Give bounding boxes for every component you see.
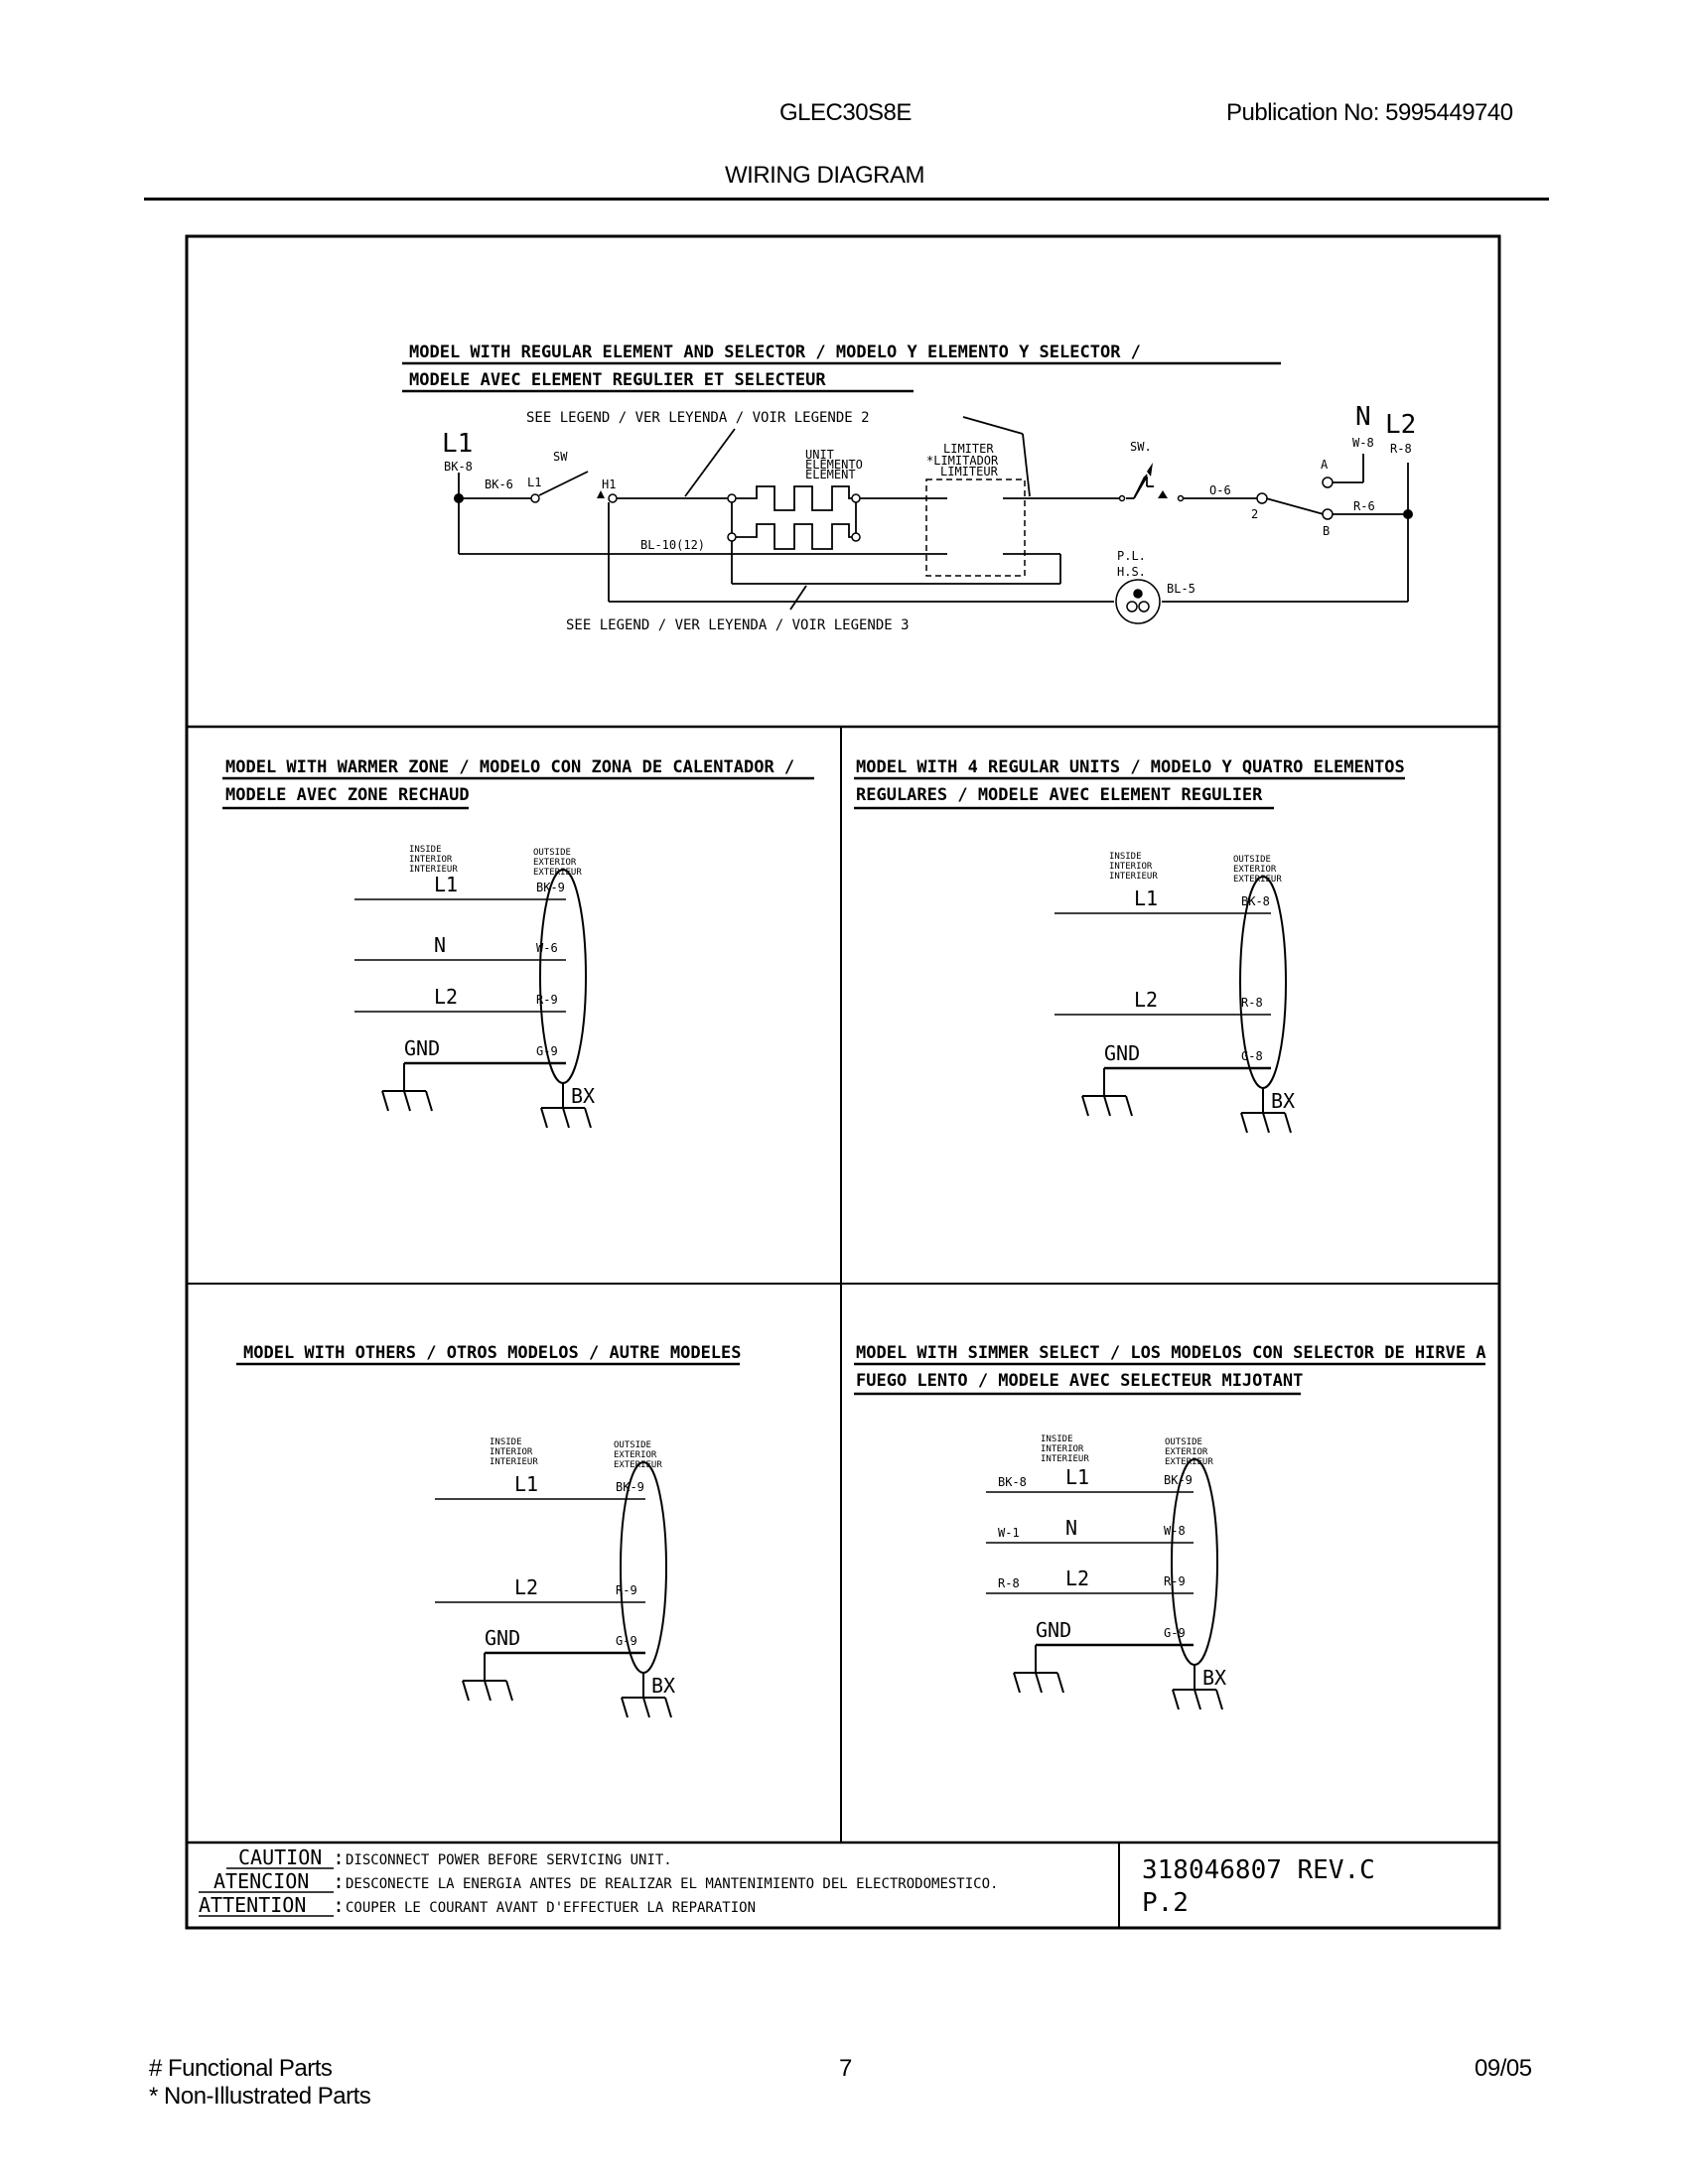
svg-text::: : — [333, 1893, 346, 1917]
publication-value: 5995449740 — [1385, 99, 1513, 126]
sw-l1-label: L1 — [527, 476, 542, 489]
chassis-ground-icon — [1173, 1690, 1222, 1709]
chassis-ground-icon — [541, 1108, 591, 1128]
document-revision: 318046807 REV.C — [1142, 1855, 1375, 1885]
panel-title-line1: MODEL WITH WARMER ZONE / MODELO CON ZONA DE CALENTADOR / — [225, 757, 795, 777]
inside-label: INTERIEUR — [409, 865, 458, 875]
limiter-box — [926, 479, 1025, 576]
gnd-label: GND — [485, 1626, 521, 1650]
wire-outside-code: R-9 — [1164, 1574, 1186, 1588]
contact-a-label: A — [1321, 458, 1329, 472]
gnd-wire-code: G-9 — [1164, 1626, 1186, 1640]
gnd-label: GND — [1104, 1041, 1141, 1065]
panel-warmer-zone — [222, 757, 814, 1128]
outside-label: EXTERIOR — [614, 1450, 657, 1460]
l2-terminal-label: L2 — [1385, 410, 1417, 440]
inside-label: INTERIEUR — [490, 1457, 538, 1467]
ground-symbol-icon — [382, 1091, 432, 1111]
main-title-line2: MODELE AVEC ELEMENT REGULIER ET SELECTEUR — [409, 370, 826, 390]
wire-inside-label: L2 — [434, 985, 459, 1009]
caution-text-fr: COUPER LE COURANT AVANT D'EFFECTUER LA REPARATION — [346, 1900, 757, 1916]
sw-label: SW — [553, 450, 568, 464]
gnd-wire-code: G-9 — [616, 1634, 637, 1648]
wire-outside-code: W-8 — [1164, 1524, 1186, 1538]
r6-wire-label: R-6 — [1353, 499, 1375, 513]
w8-wire-label: W-8 — [1352, 436, 1374, 450]
unit-label-2: ELEMENTO — [805, 458, 863, 472]
svg-text::: : — [333, 1845, 346, 1869]
wire-inside-label: L1 — [434, 873, 459, 896]
sw2-actuator-icon — [1147, 463, 1153, 477]
l2-junction-dot — [1403, 509, 1413, 519]
wire-outside-code: BK-8 — [1241, 894, 1270, 908]
panel-title-line1: MODEL WITH 4 REGULAR UNITS / MODELO Y QUATRO ELEMENTOS — [856, 757, 1405, 777]
main-wires — [459, 417, 1408, 610]
svg-text::: : — [333, 1869, 346, 1893]
caution-text-es: DESCONECTE LA ENERGIA ANTES DE REALIZAR EL MANTENIMIENTO DEL ELECTRODOMESTICO. — [346, 1876, 999, 1892]
contact-2-label: 2 — [1251, 507, 1259, 521]
chassis-ground-icon — [622, 1698, 671, 1717]
outside-label: OUTSIDE — [533, 848, 571, 858]
caution-label-fr: ATTENTION — [199, 1893, 307, 1917]
outside-label: EXTERIEUR — [533, 868, 582, 878]
sw-arrow-icon — [597, 490, 605, 498]
caution-label-es: ATENCION — [213, 1869, 310, 1893]
ground-symbol-icon — [1014, 1673, 1063, 1693]
bx-label: BX — [571, 1084, 596, 1108]
caution-block — [199, 1845, 1375, 1918]
o6-wire-label: O-6 — [1209, 483, 1231, 497]
wire-inside-label: N — [1065, 1516, 1078, 1540]
sw2-arrow-icon — [1158, 490, 1168, 498]
bx-label: BX — [1271, 1089, 1296, 1113]
h1-label: H1 — [602, 478, 617, 491]
limiter-label-2: *LIMITADOR — [926, 454, 999, 468]
wire-inside-label: L2 — [514, 1575, 539, 1599]
gnd-wire-code: G-9 — [536, 1044, 558, 1058]
main-title-line1: MODEL WITH REGULAR ELEMENT AND SELECTOR / MODELO Y ELEMENTO Y SELECTOR / — [409, 342, 1141, 362]
functional-parts-note: # Functional Parts — [149, 2055, 333, 2082]
l1-junction-dot — [454, 493, 464, 503]
panel-simmer-select — [854, 1343, 1486, 1709]
panel-others — [236, 1343, 742, 1717]
wire-inside-label: L1 — [514, 1472, 539, 1496]
outside-label: EXTERIEUR — [1233, 875, 1282, 885]
outside-label: EXTERIOR — [1165, 1447, 1208, 1457]
r8-wire-label: R-8 — [1390, 442, 1412, 456]
cable-bundle-ellipse — [1172, 1459, 1217, 1665]
unit-label-1: UNIT — [805, 448, 834, 462]
outside-label: EXTERIEUR — [1165, 1457, 1213, 1467]
model-number: GLEC30S8E — [779, 99, 912, 126]
outside-label: EXTERIOR — [1233, 865, 1277, 875]
wire-inside-label: L2 — [1134, 988, 1159, 1012]
wire-outside-code: R-9 — [536, 993, 558, 1007]
wire-outside-code: R-8 — [1241, 996, 1263, 1010]
gnd-label: GND — [404, 1036, 441, 1060]
limiter-label-1: LIMITER — [943, 442, 994, 456]
legend-2-note: SEE LEGEND / VER LEYENDA / VOIR LEGENDE 2 — [526, 410, 870, 426]
panel-title-line1: MODEL WITH OTHERS / OTROS MODELOS / AUTRE MODELES — [243, 1343, 742, 1363]
document-page: P.2 — [1142, 1888, 1189, 1918]
outside-label: OUTSIDE — [614, 1440, 651, 1450]
panel-title-line1: MODEL WITH SIMMER SELECT / LOS MODELOS CON SELECTOR DE HIRVE A — [856, 1343, 1486, 1363]
bl5-wire-label: BL-5 — [1167, 582, 1196, 596]
publication-date: 09/05 — [1475, 2055, 1532, 2082]
panel-title-line2: MODELE AVEC ZONE RECHAUD — [225, 785, 470, 805]
inside-label: INTERIOR — [409, 855, 453, 865]
chassis-ground-icon — [1241, 1113, 1291, 1133]
sw2-label: SW. — [1130, 440, 1152, 454]
inside-label: INTERIEUR — [1109, 872, 1158, 882]
inside-label: INTERIOR — [1041, 1444, 1084, 1454]
outside-label: EXTERIOR — [533, 858, 577, 868]
gnd-wire-code: G-8 — [1241, 1049, 1263, 1063]
panel-four-regular — [854, 757, 1405, 1133]
publication-label: Publication No: — [1226, 99, 1379, 126]
hs-label: H.S. — [1117, 565, 1146, 579]
bk6-wire-label: BK-6 — [485, 478, 513, 491]
inside-label: INTERIEUR — [1041, 1454, 1089, 1464]
page-title: WIRING DIAGRAM — [725, 162, 924, 189]
bx-label: BX — [1202, 1666, 1227, 1690]
panel-title-line2: FUEGO LENTO / MODELE AVEC SELECTEUR MIJOTANT — [856, 1371, 1304, 1391]
contact-b-label: B — [1323, 524, 1331, 538]
inside-label: INTERIOR — [1109, 862, 1153, 872]
caution-label-en: CAUTION — [238, 1845, 323, 1869]
outside-label: OUTSIDE — [1233, 855, 1271, 865]
unit-label-3: ELEMENT — [805, 468, 856, 481]
limiter-label-3: LIMITEUR — [940, 465, 998, 478]
page-number: 7 — [839, 2055, 852, 2082]
wire-outside-code: BK-9 — [536, 881, 565, 894]
wire-outside-code: W-6 — [536, 941, 558, 955]
legend-3-note: SEE LEGEND / VER LEYENDA / VOIR LEGENDE 3 — [566, 617, 910, 633]
wire-outside-code: BK-9 — [1164, 1473, 1193, 1487]
main-schematic — [402, 342, 1416, 633]
wire-outside-code: R-9 — [616, 1583, 637, 1597]
n-terminal-label: N — [1355, 402, 1371, 432]
wire-inside-code: BK-8 — [998, 1475, 1027, 1489]
pl-label: P.L. — [1117, 549, 1146, 563]
inside-label: INSIDE — [490, 1437, 522, 1447]
ground-symbol-icon — [1082, 1096, 1132, 1116]
wire-inside-label: L1 — [1134, 887, 1159, 910]
wire-inside-code: R-8 — [998, 1576, 1020, 1590]
wire-outside-code: BK-9 — [616, 1480, 644, 1494]
pilot-light-icon — [1116, 580, 1160, 623]
wire-inside-label: N — [434, 933, 447, 957]
outside-label: OUTSIDE — [1165, 1437, 1202, 1447]
cable-bundle-ellipse — [540, 870, 586, 1083]
non-illustrated-parts-note: * Non-Illustrated Parts — [149, 2083, 371, 2110]
wire-inside-code: W-1 — [998, 1526, 1020, 1540]
outside-label: EXTERIEUR — [614, 1460, 662, 1470]
inside-label: INTERIOR — [490, 1447, 533, 1457]
bk8-wire-label: BK-8 — [444, 460, 473, 474]
wire-inside-label: L1 — [1065, 1465, 1090, 1489]
l1-terminal-label: L1 — [442, 429, 474, 459]
wire-inside-label: L2 — [1065, 1567, 1090, 1590]
inside-label: INSIDE — [409, 845, 442, 855]
gnd-label: GND — [1036, 1618, 1072, 1642]
bx-label: BX — [651, 1674, 676, 1698]
frame — [187, 236, 1499, 1928]
inside-label: INSIDE — [1041, 1434, 1073, 1444]
inside-label: INSIDE — [1109, 852, 1142, 862]
bl10-wire-label: BL-10(12) — [640, 538, 706, 552]
panel-title-line2: REGULARES / MODELE AVEC ELEMENT REGULIER — [856, 785, 1263, 805]
caution-text-en: DISCONNECT POWER BEFORE SERVICING UNIT. — [346, 1852, 672, 1868]
ground-symbol-icon — [463, 1681, 512, 1701]
